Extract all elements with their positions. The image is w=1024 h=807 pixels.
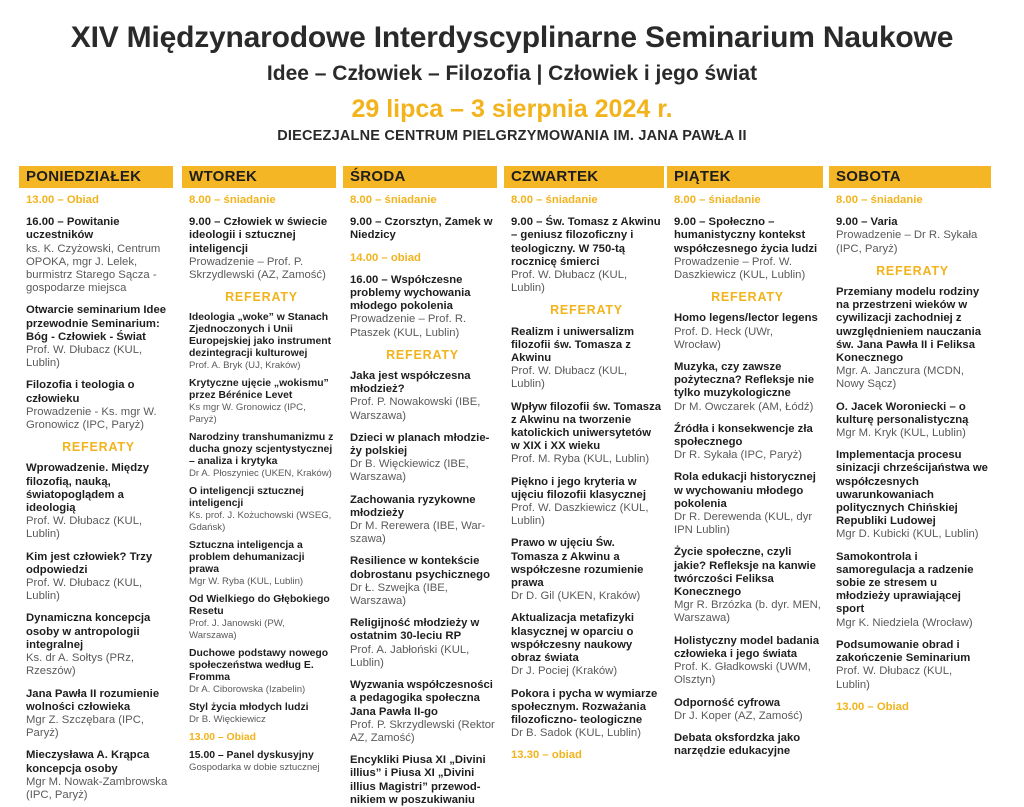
schedule-item — [511, 401, 662, 467]
session-title: Krytyczne ujęcie „wokismu” przez Bérénice Levet — [189, 378, 329, 402]
schedule-item — [836, 194, 989, 207]
session-title: Wpływ filozofii św. Tomasza z Akwinu na tworzenie katolickich uniwersytetów w XIX i XX wieku — [511, 400, 662, 453]
session-title: Otwarcie seminarium Idee przewodnie Seminarium: Bóg - Człowiek - Świat — [26, 304, 167, 343]
speaker: Dr M. Owczarek (AM, Łódź) — [674, 400, 814, 413]
schedule-item — [189, 216, 334, 282]
speaker: Prowadzenie – Prof. W. Daszkiewicz (KUL, Lublin) — [674, 255, 806, 282]
schedule-item — [189, 540, 334, 588]
day-header: CZWARTEK — [504, 166, 664, 188]
speaker: Mgr M. Nowak-Zambrowska (IPC, Paryż) — [26, 775, 168, 801]
schedule-item — [189, 486, 334, 534]
schedule-item — [511, 216, 662, 295]
day-header: WTOREK — [182, 166, 336, 188]
schedule-item — [511, 476, 662, 529]
section-heading-referaty: REFERATY — [62, 440, 135, 455]
session-title: 9.00 – Varia — [836, 216, 898, 229]
session-title: Podsumowanie obrad i zakończenie Seminarium — [836, 638, 971, 665]
day-column — [667, 166, 823, 785]
speaker: Prof. P. Skrzydlewski (Rektor AZ, Zamość) — [350, 718, 495, 744]
schedule-item — [26, 551, 171, 604]
speaker: Prof. W. Dłubacz (KUL, Lublin) — [511, 269, 628, 295]
session-title: 9.00 – Św. Tomasz z Akwinu – geniusz filozoficzny i teologiczny. W 750-tą rocznicę śmierci — [511, 216, 661, 268]
session-title: Aktualizacja metafizyki klasycznej w oparciu o współczesny naukowy obraz świata — [511, 612, 635, 665]
session-title: Prawo w ujęciu Św. Tomasza z Akwinu a współczesne rozumienie prawa — [511, 537, 644, 590]
speaker: Mgr Z. Szczębara (IPC, Paryż) — [26, 713, 145, 740]
meal-time: 13.00 – Obiad — [836, 700, 909, 713]
speaker: Prowadzenie – Prof. R. Ptaszek (KUL, Lublin) — [350, 313, 467, 339]
session-title: Mieczysława A. Krąpca koncepcja osoby — [26, 749, 150, 775]
session-title: 15.00 – Panel dyskusyjny — [189, 750, 314, 762]
schedule-item — [189, 750, 334, 774]
session-title: Resilience w kontekście dobrostanu psychicznego — [350, 555, 490, 581]
speaker: Prof. W. Dłubacz (KUL, Lublin) — [511, 365, 628, 391]
speaker: ks. K. Czyżowski, Centrum OPOKA, mgr J. Lelek, burmistrz Starego Sącza - gospodarze miejsca — [26, 242, 161, 295]
speaker: Dr B. Więckiewicz — [189, 714, 266, 726]
session-title: Zachowania ryzykowne młodzieży — [350, 493, 476, 519]
meal-time: 14.00 – obiad — [350, 251, 421, 264]
schedule-item — [836, 286, 989, 392]
schedule-item — [26, 749, 171, 802]
speaker: Dr A. Ciborowska (Izabelin) — [189, 684, 306, 696]
speaker: Mgr R. Brzózka (b. dyr. MEN, Warszawa) — [674, 599, 821, 625]
speaker: Mgr M. Kryk (KUL, Lublin) — [836, 427, 966, 440]
speaker: Prowadzenie – Dr R. Sykała (IPC, Paryż) — [836, 229, 978, 255]
session-title: Wprowadzenie. Między filozofią, nauką, światopoglądem a ideologią — [26, 462, 150, 515]
speaker: Mgr. A. Janczura (MCDN, Nowy Sącz) — [836, 365, 965, 391]
speaker: Dr Ł. Szwejka (IBE, Warszawa) — [350, 581, 448, 608]
schedule-item — [350, 432, 495, 485]
speaker: Dr B. Więckiewicz (IBE, Warszawa) — [350, 458, 469, 484]
speaker: Prof. W. Dłubacz (KUL, Lublin) — [26, 515, 143, 541]
session-title: Muzyka, czy zawsze pożyteczna? Refleksje nie tylko muzykologiczne — [674, 361, 815, 400]
session-title: Jana Pawła II rozumienie wolności człowieka — [26, 687, 160, 713]
meal-time: 8.00 – śniadanie — [189, 194, 276, 206]
session-title: Duchowe podstawy nowego społeczeństwa według E. Fromma — [189, 648, 329, 684]
schedule-item — [26, 462, 171, 541]
section-heading-referaty: REFERATY — [550, 303, 623, 318]
schedule-item — [350, 274, 495, 340]
speaker: Prof. J. Janowski (PW, Warszawa) — [189, 618, 285, 642]
schedule-item — [350, 494, 495, 547]
day-column — [829, 166, 991, 785]
meal-time: 8.00 – śniadanie — [350, 194, 437, 206]
schedule-item — [26, 379, 171, 432]
session-title: Debata oksfordzka jako narzędzie edukacyjne — [674, 731, 801, 758]
speaker: Ks. prof. J. Kożuchowski (WSEG, Gdańsk) — [189, 510, 332, 534]
speaker: Mgr K. Niedziela (Wrocław) — [836, 616, 973, 629]
speaker: Prof. M. Ryba (KUL, Lublin) — [511, 453, 650, 466]
speaker: Mgr W. Ryba (KUL, Lublin) — [189, 576, 304, 588]
speaker: Prof. W. Dłubacz (KUL, Lublin) — [26, 577, 143, 603]
speaker: Prowadzenie - Ks. mgr W. Gronowicz (IPC, Paryż) — [26, 405, 157, 432]
day-header: ŚRODA — [343, 166, 497, 188]
session-title: Samokontrola i samoregulacja a radzenie sobie ze stresem u młodzieży uprawiającej sport — [836, 550, 974, 616]
meal-time: 8.00 – śniadanie — [836, 194, 923, 206]
session-title: Filozofia i teologia o człowieku — [26, 379, 135, 405]
session-title: Piękno i jego kryteria w ujęciu filozofii klasycznej — [511, 475, 646, 501]
meal-time: 8.00 – śniadanie — [511, 194, 598, 206]
speaker: Prof. W. Daszkiewicz (KUL, Lublin) — [511, 502, 649, 528]
day-column — [504, 166, 664, 785]
session-title: Styl życia młodych ludzi — [189, 702, 309, 714]
session-title: 9.00 – Czorsztyn, Zamek w Niedzicy — [350, 216, 493, 242]
schedule-item — [511, 749, 662, 762]
schedule-item — [189, 648, 334, 696]
schedule-item — [511, 537, 662, 603]
speaker: Dr B. Sadok (KUL, Lublin) — [511, 727, 641, 740]
session-title: Dynamiczna koncepcja osoby w antropologii integralnej — [26, 612, 151, 651]
day-header: SOBOTA — [829, 166, 991, 188]
speaker: Prof. A. Bryk (UJ, Kraków) — [189, 360, 301, 372]
session-title: Od Wielkiego do Głębokiego Resetu — [189, 594, 330, 618]
speaker: Prof. W. Dłubacz (KUL, Lublin) — [836, 665, 953, 691]
speaker: Prof. K. Gładkowski (UWM, Olsztyn) — [674, 661, 811, 687]
schedule-item — [189, 312, 334, 372]
page-subtitle: Idee – Człowiek – Filozofia | Człowiek i jego świat — [266, 62, 758, 85]
schedule-item — [350, 617, 495, 670]
schedule-item — [26, 194, 171, 207]
speaker: Mgr D. Kubicki (KUL, Lublin) — [836, 528, 979, 541]
speaker: Dr M. Rerewera (IBE, War- szawa) — [350, 520, 486, 546]
meal-time: 13.00 – Obiad — [189, 732, 256, 744]
schedule-item — [26, 304, 171, 370]
schedule-item — [674, 312, 821, 352]
schedule-item — [674, 216, 821, 282]
schedule-item — [674, 697, 821, 723]
session-title: Religijność młodzieży w ostatnim 30-leciu RP — [350, 617, 480, 643]
section-heading-referaty: REFERATY — [876, 263, 949, 278]
day-column — [182, 166, 336, 785]
session-title: Odporność cyfrowa — [674, 696, 781, 709]
session-title: Sztuczna inteligencja a problem dehumanizacji prawa — [189, 540, 305, 576]
session-title: Implementacja procesu sinizacji chrześcijaństwa we współczesnych uwarunkowaniach politycznych Chińskiej Republiki Ludowej — [836, 449, 988, 528]
schedule-item — [350, 555, 495, 608]
schedule-item — [836, 551, 989, 630]
page-title: XIV Międzynarodowe Interdyscyplinarne Seminarium Naukowe — [70, 21, 954, 54]
session-title: Dzieci w planach młodzie- ży polskiej — [350, 431, 490, 458]
speaker: Gospodarka w dobie sztucznej — [189, 762, 320, 774]
schedule-item — [189, 432, 334, 480]
session-title: Jaka jest współczesna młodzież? — [350, 370, 471, 396]
day-header: PIĄTEK — [667, 166, 823, 188]
schedule-item — [836, 701, 989, 714]
schedule-item — [189, 194, 334, 207]
session-title: Realizm i uniwersalizm filozofii św. Tomasza z Akwinu — [511, 325, 635, 365]
event-dates: 29 lipca – 3 sierpnia 2024 r. — [351, 95, 673, 123]
session-title: 9.00 – Społeczno – humanistyczny kontekst współczesnego życia ludzi — [674, 216, 818, 255]
schedule-item — [836, 639, 989, 692]
speaker: Dr J. Pociej (Kraków) — [511, 665, 618, 678]
session-title: Życie społeczne, czyli jakie? Refleksje na kanwie twórczości Feliksa Konecznego — [674, 546, 816, 599]
session-title: 16.00 – Powitanie uczestników — [26, 216, 120, 242]
schedule-item — [26, 688, 171, 741]
schedule-grid — [19, 166, 1019, 806]
schedule-item — [674, 471, 821, 537]
schedule-item — [674, 361, 821, 414]
session-title: Rola edukacji historycznej w wychowaniu młodego pokolenia — [674, 471, 816, 510]
session-title: Wyzwania współczesności a pedagogika społeczna Jana Pawła II-go — [350, 679, 493, 718]
schedule-item — [350, 252, 495, 265]
schedule-item — [674, 194, 821, 207]
speaker: Ks. dr A. Sołtys (PRz, Rzeszów) — [26, 652, 134, 678]
schedule-item — [511, 688, 662, 741]
schedule-item — [674, 546, 821, 625]
speaker: Prof. P. Nowakowski (IBE, Warszawa) — [350, 396, 481, 422]
schedule-item — [511, 194, 662, 207]
speaker: Ks mgr W. Gronowicz (IPC, Paryż) — [189, 402, 306, 426]
session-title: O inteligencji sztucznej inteligencji — [189, 486, 304, 510]
session-title: Holistyczny model badania człowieka i jego świata — [674, 634, 820, 660]
event-venue: DIECEZJALNE CENTRUM PIELGRZYMOWANIA IM. JANA PAWŁA II — [277, 128, 747, 144]
schedule-item — [350, 194, 495, 207]
schedule-item — [350, 216, 495, 242]
speaker: Prof. A. Jabłoński (KUL, Lublin) — [350, 643, 470, 669]
section-heading-referaty: REFERATY — [386, 347, 459, 362]
schedule-item — [350, 370, 495, 423]
session-title: Ideologia „woke” w Stanach Zjednoczonych i Unii Europejskiej jako instrument dezintegracji kulturowej — [189, 312, 332, 360]
speaker: Dr D. Gil (UKEN, Kraków) — [511, 590, 641, 603]
speaker: Prof. W. Dłubacz (KUL, Lublin) — [26, 344, 143, 370]
speaker: Dr R. Derewenda (KUL, dyr IPN Lublin) — [674, 511, 813, 537]
session-title: Narodziny transhumanizmu z ducha gnozy scjentystycznej – analiza i krytyka — [189, 432, 334, 468]
schedule-item — [189, 702, 334, 726]
day-header: PONIEDZIAŁEK — [19, 166, 173, 188]
schedule-item — [511, 612, 662, 678]
schedule-item — [189, 378, 334, 426]
session-title: Przemiany modelu rodziny na przestrzeni wieków w cywilizacji zachodniej z uwzględnieniem nauczania św. Jana Pawła II i Feliksa Konecznego — [836, 286, 982, 365]
meal-time: 13.00 – Obiad — [26, 194, 99, 206]
speaker: Dr R. Sykała (IPC, Paryż) — [674, 449, 803, 462]
schedule-item — [189, 594, 334, 642]
day-column — [343, 166, 497, 806]
schedule-item — [350, 679, 495, 745]
schedule-item — [26, 216, 171, 295]
schedule-item — [836, 216, 989, 256]
section-heading-referaty: REFERATY — [225, 290, 298, 305]
meal-time: 8.00 – śniadanie — [674, 194, 761, 206]
speaker: Prof. D. Heck (UWr, Wrocław) — [674, 325, 773, 351]
schedule-item — [511, 326, 662, 392]
meal-time: 13.30 – obiad — [511, 749, 582, 762]
session-title: Encykliki Piusa XI „Divini illius” i Piusa XI „Divini illius Magistri” przewod- nikiem w poszukiwaniu — [350, 754, 486, 806]
page-header — [0, 0, 1024, 160]
schedule-item — [350, 754, 495, 807]
schedule-item — [674, 732, 821, 758]
session-title: Pokora i pycha w wymiarze społecznym. Rozważania filozoficzno- teologiczne — [511, 687, 658, 726]
session-title: 16.00 – Współczesne problemy wychowania młodego pokolenia — [350, 273, 471, 313]
session-title: O. Jacek Woroniecki – o kulturę personalistyczną — [836, 400, 969, 426]
session-title: Homo legens/lector legens — [674, 312, 818, 325]
day-column — [19, 166, 173, 801]
schedule-item — [674, 423, 821, 463]
session-title: Kim jest człowiek? Trzy odpowiedzi — [26, 550, 153, 576]
speaker: Dr J. Koper (AZ, Zamość) — [674, 709, 803, 722]
session-title: Źródła i konsekwencje zła społecznego — [674, 422, 813, 449]
schedule-item — [836, 401, 989, 441]
schedule-item — [836, 449, 989, 541]
speaker: Prowadzenie – Prof. P. Skrzydlewski (AZ, Zamość) — [189, 255, 326, 282]
session-title: 9.00 – Człowiek w świecie ideologii i sztucznej inteligencji — [189, 216, 328, 255]
section-heading-referaty: REFERATY — [711, 290, 784, 305]
schedule-item — [189, 732, 334, 744]
speaker: Dr A. Płoszyniec (UKEN, Kraków) — [189, 468, 332, 480]
schedule-item — [674, 635, 821, 688]
schedule-item — [26, 612, 171, 678]
